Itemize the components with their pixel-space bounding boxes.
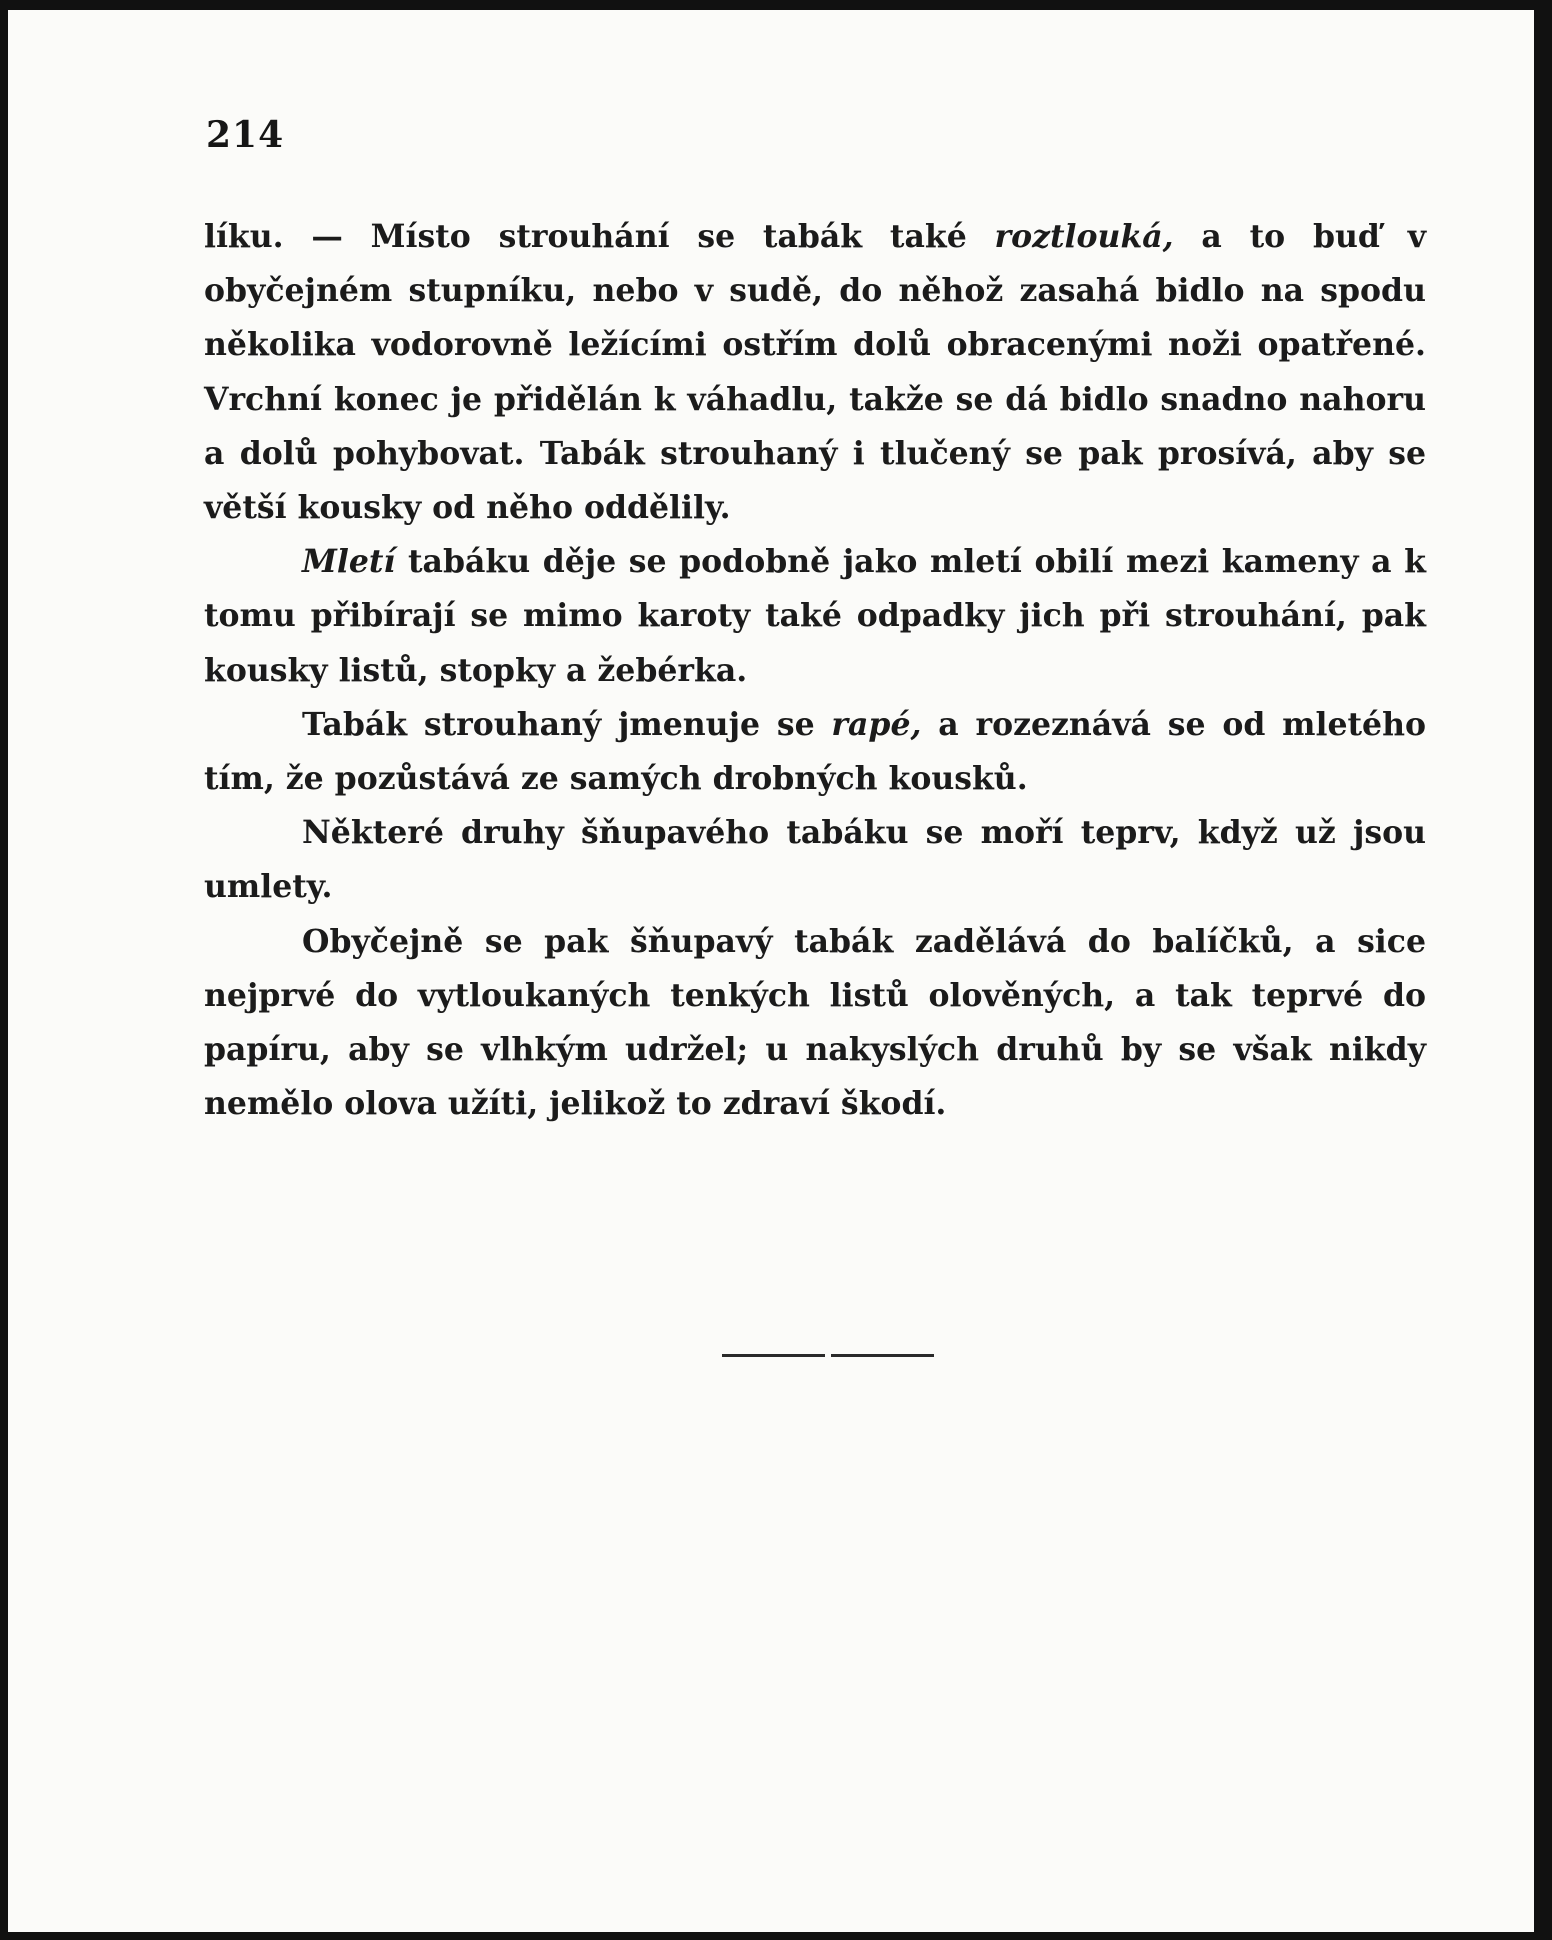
text-run: a to buď v obyčejném stupníku, nebo v sudě, do něhož zasahá bidlo na spodu několika vodorovně ležícími ostřím dolů obracenými noži opatřené. Vrchní konec je přidělán k váhadlu, takže se dá bidlo snadno nahoru a dolů pohybovat. Tabák strouhaný i tlučený se pak prosívá, aby se větší kousky od něho oddělily. <box>204 218 1426 527</box>
italic-term: Mletí <box>302 543 396 581</box>
body-text <box>204 210 1426 1131</box>
paragraph <box>204 698 1426 806</box>
book-page <box>8 10 1534 1932</box>
text-run: Tabák strouhaný jmenuje se <box>302 705 832 743</box>
italic-term: rapé, <box>831 705 922 743</box>
paragraph <box>204 915 1426 1132</box>
paragraph <box>204 210 1426 535</box>
page-number: 214 <box>206 114 285 156</box>
text-run: Obyčejně se pak šňupavý tabák zadělává do balíčků, a sice nejprvé do vytloukaných tenkých listů olověných, a tak teprvé do papíru, aby se vlhkým udržel; u nakyslých druhů by se však nikdy nemělo olova užíti, jelikož to zdraví škodí. <box>204 922 1426 1123</box>
text-run: tabáku děje se podobně jako mletí obilí mezi kameny a k tomu přibírají se mimo karoty také odpadky jich při strouhání, pak kousky listů, stopky a žebérka. <box>204 543 1426 689</box>
paragraph <box>204 806 1426 914</box>
text-run: líku. — Místo strouhání se tabák také <box>204 218 995 255</box>
paragraph <box>204 535 1426 698</box>
text-run: Některé druhy šňupavého tabáku se moří teprv, když už jsou umlety. <box>204 814 1426 906</box>
text-run: a rozeznává se od mletého tím, že pozůstává ze samých drobných kousků. <box>204 705 1426 798</box>
italic-term: roztlouká, <box>994 218 1174 255</box>
section-end-rule <box>722 1354 934 1357</box>
